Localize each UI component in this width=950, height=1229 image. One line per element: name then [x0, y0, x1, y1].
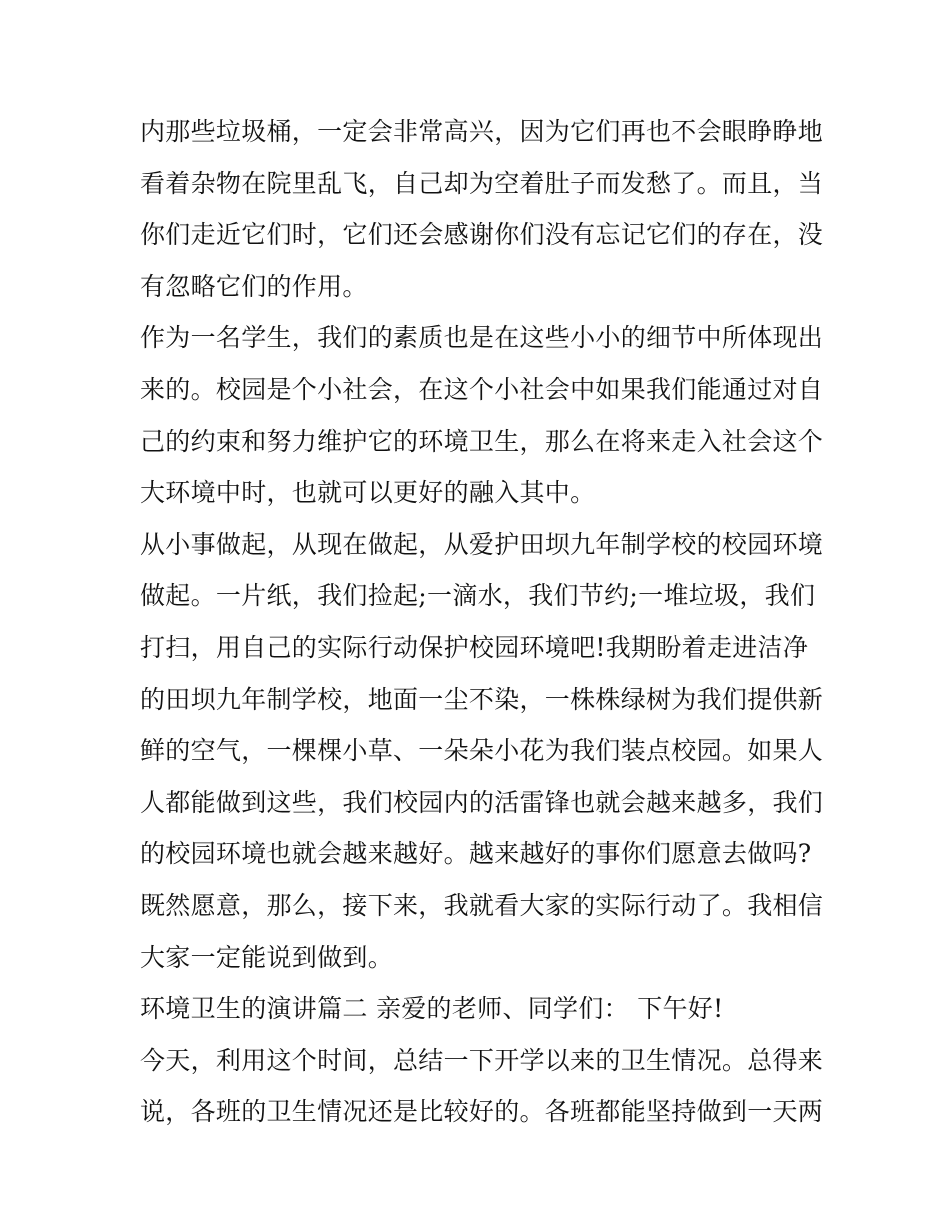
- text-line: 内那些垃圾桶，一定会非常高兴，因为它们再也不会眼睁睁地: [140, 117, 824, 146]
- text-line: 做起。一片纸，我们捡起;一滴水，我们节约;一堆垃圾，我们: [140, 581, 816, 611]
- document-body: [140, 106, 824, 1138]
- text-line: 鲜的空气，一棵棵小草、一朵朵小花为我们装点校园。如果人: [140, 736, 824, 766]
- text-line: 己的约束和努力维护它的环境卫生，那么在将来走入社会这个: [140, 426, 824, 456]
- section-heading-line: 环境卫生的演讲篇二 亲爱的老师、同学们： 下午好!: [140, 994, 724, 1024]
- text-line: 来的。校园是个小社会，在这个小社会中如果我们能通过对自: [140, 374, 824, 404]
- text-line: 看着杂物在院里乱飞，自己却为空着肚子而发愁了。而且，当: [140, 168, 824, 198]
- text-line: 你们走近它们时，它们还会感谢你们没有忘记它们的存在，没: [140, 220, 824, 250]
- text-line: 说，各班的卫生情况还是比较好的。各班都能坚持做到一天两: [140, 1097, 824, 1127]
- text-line: 的校园环境也就会越来越好。越来越好的事你们愿意去做吗?: [140, 839, 812, 869]
- text-line: 大环境中时，也就可以更好的融入其中。: [140, 478, 596, 508]
- text-line: 作为一名学生，我们的素质也是在这些小小的细节中所体现出: [140, 323, 824, 353]
- text-line: 的田坝九年制学校，地面一尘不染，一株株绿树为我们提供新: [140, 684, 824, 714]
- text-line: 从小事做起，从现在做起，从爱护田坝九年制学校的校园环境: [140, 529, 824, 559]
- text-line: 人都能做到这些，我们校园内的活雷锋也就会越来越多，我们: [140, 787, 824, 817]
- text-line: 有忽略它们的作用。: [140, 271, 368, 301]
- text-line: 今天，利用这个时间，总结一下开学以来的卫生情况。总得来: [140, 1045, 824, 1075]
- text-line: 打扫，用自己的实际行动保护校园环境吧!我期盼着走进洁净: [140, 632, 809, 662]
- text-line: 既然愿意，那么，接下来，我就看大家的实际行动了。我相信: [140, 890, 824, 920]
- text-line: 大家一定能说到做到。: [140, 942, 394, 972]
